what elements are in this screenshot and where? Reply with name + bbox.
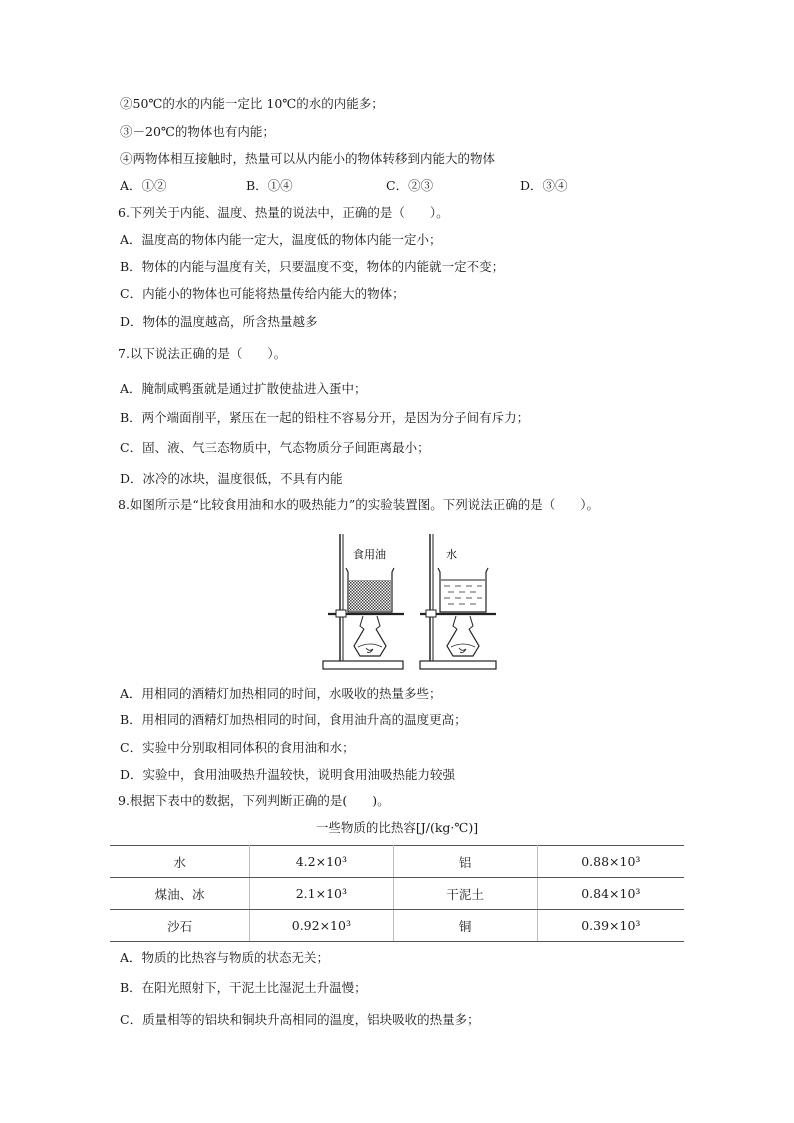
table-cell: 0.88×10³ [537, 846, 684, 878]
q8-option-c: C．实验中分别取相同体积的食用油和水； [120, 740, 355, 755]
q7-option-a: A．腌制咸鸭蛋就是通过扩散使盐进入蛋中； [120, 381, 367, 396]
table-cell: 沙石 [110, 910, 250, 942]
table-cell: 煤油、冰 [110, 878, 250, 910]
q5-statement-4: ④两物体相互接触时，热量可以从内能小的物体转移到内能大的物体 [120, 151, 496, 166]
table-cell: 0.84×10³ [537, 878, 684, 910]
table-row [110, 846, 684, 878]
q5-statement-3: ③－20℃的物体也有内能； [120, 124, 275, 139]
table-cell: 水 [110, 846, 250, 878]
q9-option-b: B．在阳光照射下，干泥土比湿泥土升温慢； [120, 980, 367, 995]
q6-option-b: B．物体的内能与温度有关，只要温度不变，物体的内能就一定不变； [120, 259, 505, 274]
water-apparatus [420, 534, 496, 669]
table-cell: 4.2×10³ [250, 846, 393, 878]
table-cell: 铝 [393, 846, 537, 878]
q9-option-a: A．物质的比热容与物质的状态无关； [120, 950, 330, 965]
q6-option-d: D．物体的温度越高，所含热量越多 [120, 314, 318, 329]
q8-option-d: D．实验中，食用油吸热升温较快，说明食用油吸热能力较强 [120, 767, 456, 782]
q5-option-d: D．③④ [520, 178, 568, 193]
table-cell: 0.39×10³ [537, 910, 684, 942]
table-row [110, 910, 684, 942]
table-cell: 2.1×10³ [250, 878, 393, 910]
q8-option-a: A．用相同的酒精灯加热相同的时间，水吸收的热量多些； [120, 686, 442, 701]
q7-option-d: D．冰冷的冰块，温度很低，不具有内能 [120, 471, 343, 486]
heating-apparatus-figure [320, 528, 500, 673]
q9-option-c: C．质量相等的铝块和铜块升高相同的温度，铝块吸收的热量多； [120, 1012, 480, 1027]
q5-option-b: B．①④ [246, 178, 293, 193]
q5-option-a: A．①② [120, 178, 167, 193]
oil-apparatus [323, 534, 404, 669]
q7-option-b: B．两个端面削平，紧压在一起的铅柱不容易分开，是因为分子间有斥力； [120, 410, 530, 425]
q8-stem: 8.如图所示是“比较食用油和水的吸热能力”的实验装置图。下列说法正确的是（ ）。 [118, 497, 599, 512]
q9-stem: 9.根据下表中的数据，下列判断正确的是( )。 [118, 793, 390, 808]
table-title: 一些物质的比热容[J/(kg·℃)] [315, 820, 479, 835]
table-row [110, 878, 684, 910]
q5-statement-2: ②50℃的水的内能一定比 10℃的水的内能多； [120, 96, 384, 111]
q6-stem: 6.下列关于内能、温度、热量的说法中，正确的是（ ）。 [118, 205, 449, 220]
oil-label: 食用油 [353, 548, 386, 561]
table-cell: 0.92×10³ [250, 910, 393, 942]
q6-option-c: C．内能小的物体也可能将热量传给内能大的物体； [120, 286, 405, 301]
q8-option-b: B．用相同的酒精灯加热相同的时间，食用油升高的温度更高； [120, 712, 467, 727]
water-label: 水 [446, 548, 457, 561]
q7-option-c: C．固、液、气三态物质中，气态物质分子间距离最小； [120, 440, 430, 455]
q7-stem: 7.以下说法正确的是（ ）。 [118, 346, 287, 361]
specific-heat-table [110, 845, 684, 942]
table-cell: 干泥土 [393, 878, 537, 910]
q6-option-a: A．温度高的物体内能一定大，温度低的物体内能一定小； [120, 232, 442, 247]
table-cell: 铜 [393, 910, 537, 942]
q5-option-c: C．②③ [386, 178, 434, 193]
